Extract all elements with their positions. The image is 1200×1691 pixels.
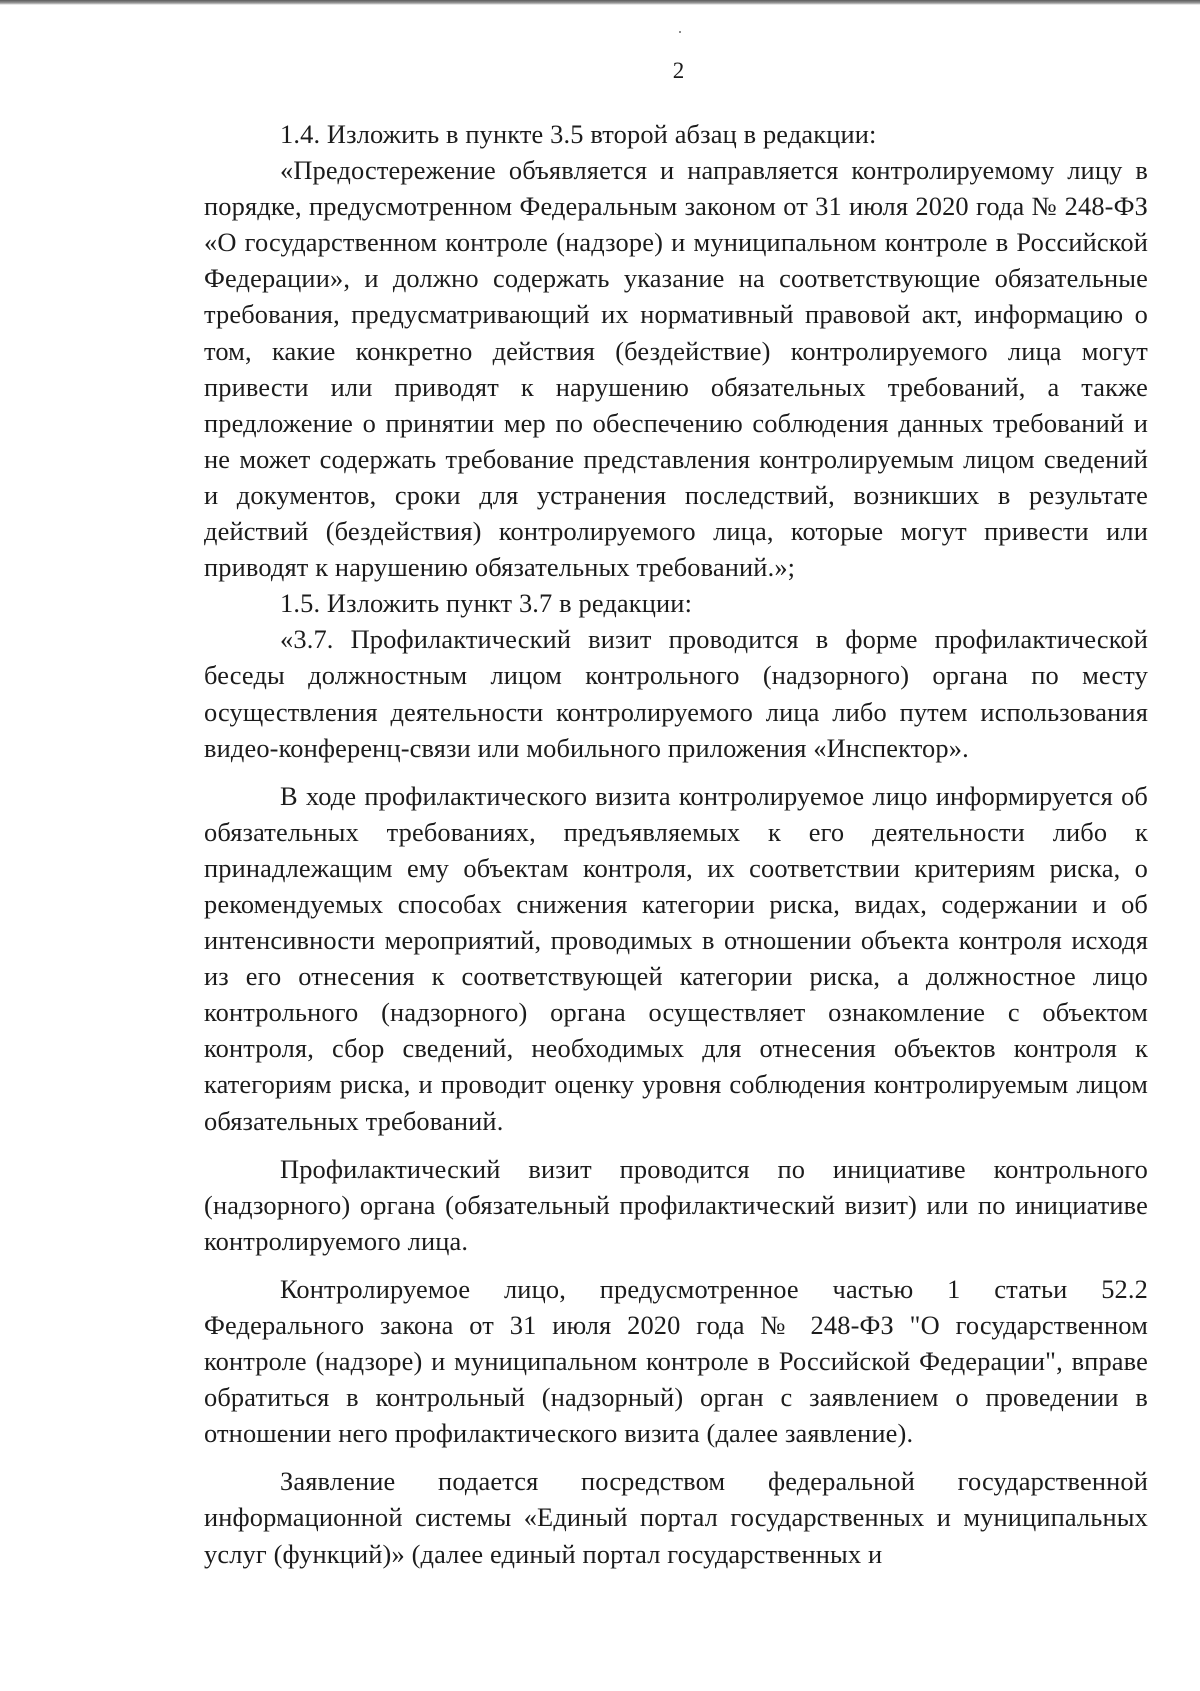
paragraph-1-5: 1.5. Изложить пункт 3.7 в редакции: xyxy=(280,588,693,619)
scan-top-edge xyxy=(0,0,1200,5)
paragraph-warning-text: «Предостережение объявляется и направляется контролируемому лицу в порядке, предусмотренном Федеральным законом от 31 июля 2020 года № 248-ФЗ «О государственном контроле (надзоре) и муниципальном контроле в Российской Федерации», и должно содержать указание на соответствующие обязательные требования, предусматривающий их нормативный правовой акт, информацию о том, какие конкретно действия (бездействие) контролируемого лица могут привести или приводят к нарушению обязательных требований, а также предложение о принятии мер по обеспечению соблюдения данных требований и не может содержать требование представления контролируемым лицом сведений и документов, сроки для устранения последствий, возникших в результате действий (бездействия) контролируемого лица, которые могут привести или приводят к нарушению обязательных требований.»; xyxy=(204,155,1148,583)
paragraph-visit-initiative: Профилактический визит проводится по инициативе контрольного (надзорного) органа (обязательный профилактический визит) или по инициативе контролируемого лица. xyxy=(204,1153,1148,1256)
scan-speck xyxy=(679,31,681,33)
paragraph-controlled-person: Контролируемое лицо, предусмотренное частью 1 статьи 52.2 Федерального закона от 31 июля 2020 года № 248-ФЗ "О государственном контроле (надзоре) и муниципальном контроле в Российской Федерации", вправе обратиться в контрольный (надзорный) орган с заявлением о проведении в отношении него профилактического визита (далее заявление). xyxy=(204,1273,1148,1449)
document-body xyxy=(204,116,1148,1572)
paragraph-3-7: «3.7. Профилактический визит проводится в форме профилактической беседы должностным лицом контрольного (надзорного) органа по месту осуществления деятельности контролируемого лица либо путем использования видео-конференц-связи или мобильного приложения «Инспектор». xyxy=(204,624,1148,763)
paragraph-1-4: 1.4. Изложить в пункте 3.5 второй абзац в редакции: xyxy=(280,119,877,149)
page-number: 2 xyxy=(672,58,685,83)
paragraph-application: Заявление подается посредством федеральной государственной информационной системы «Единый портал государственных и муниципальных услуг (функций)» (далее единый портал государственных и xyxy=(204,1466,1148,1569)
paragraph-visit-info: В ходе профилактического визита контролируемое лицо информируется об обязательных требованиях, предъявляемых к его деятельности либо к принадлежащим ему объектам контроля, их соответствии критериям риска, о рекомендуемых способах снижения категории риска, видах, содержании и об интенсивности мероприятий, проводимых в отношении объекта контроля исходя из его отнесения к соответствующей категории риска, а должностное лицо контрольного (надзорного) органа осуществляет ознакомление с объектом контроля, сбор сведений, необходимых для отнесения объектов контроля к категориям риска, и проводит оценку уровня соблюдения контролируемым лицом обязательных требований. xyxy=(204,780,1148,1136)
